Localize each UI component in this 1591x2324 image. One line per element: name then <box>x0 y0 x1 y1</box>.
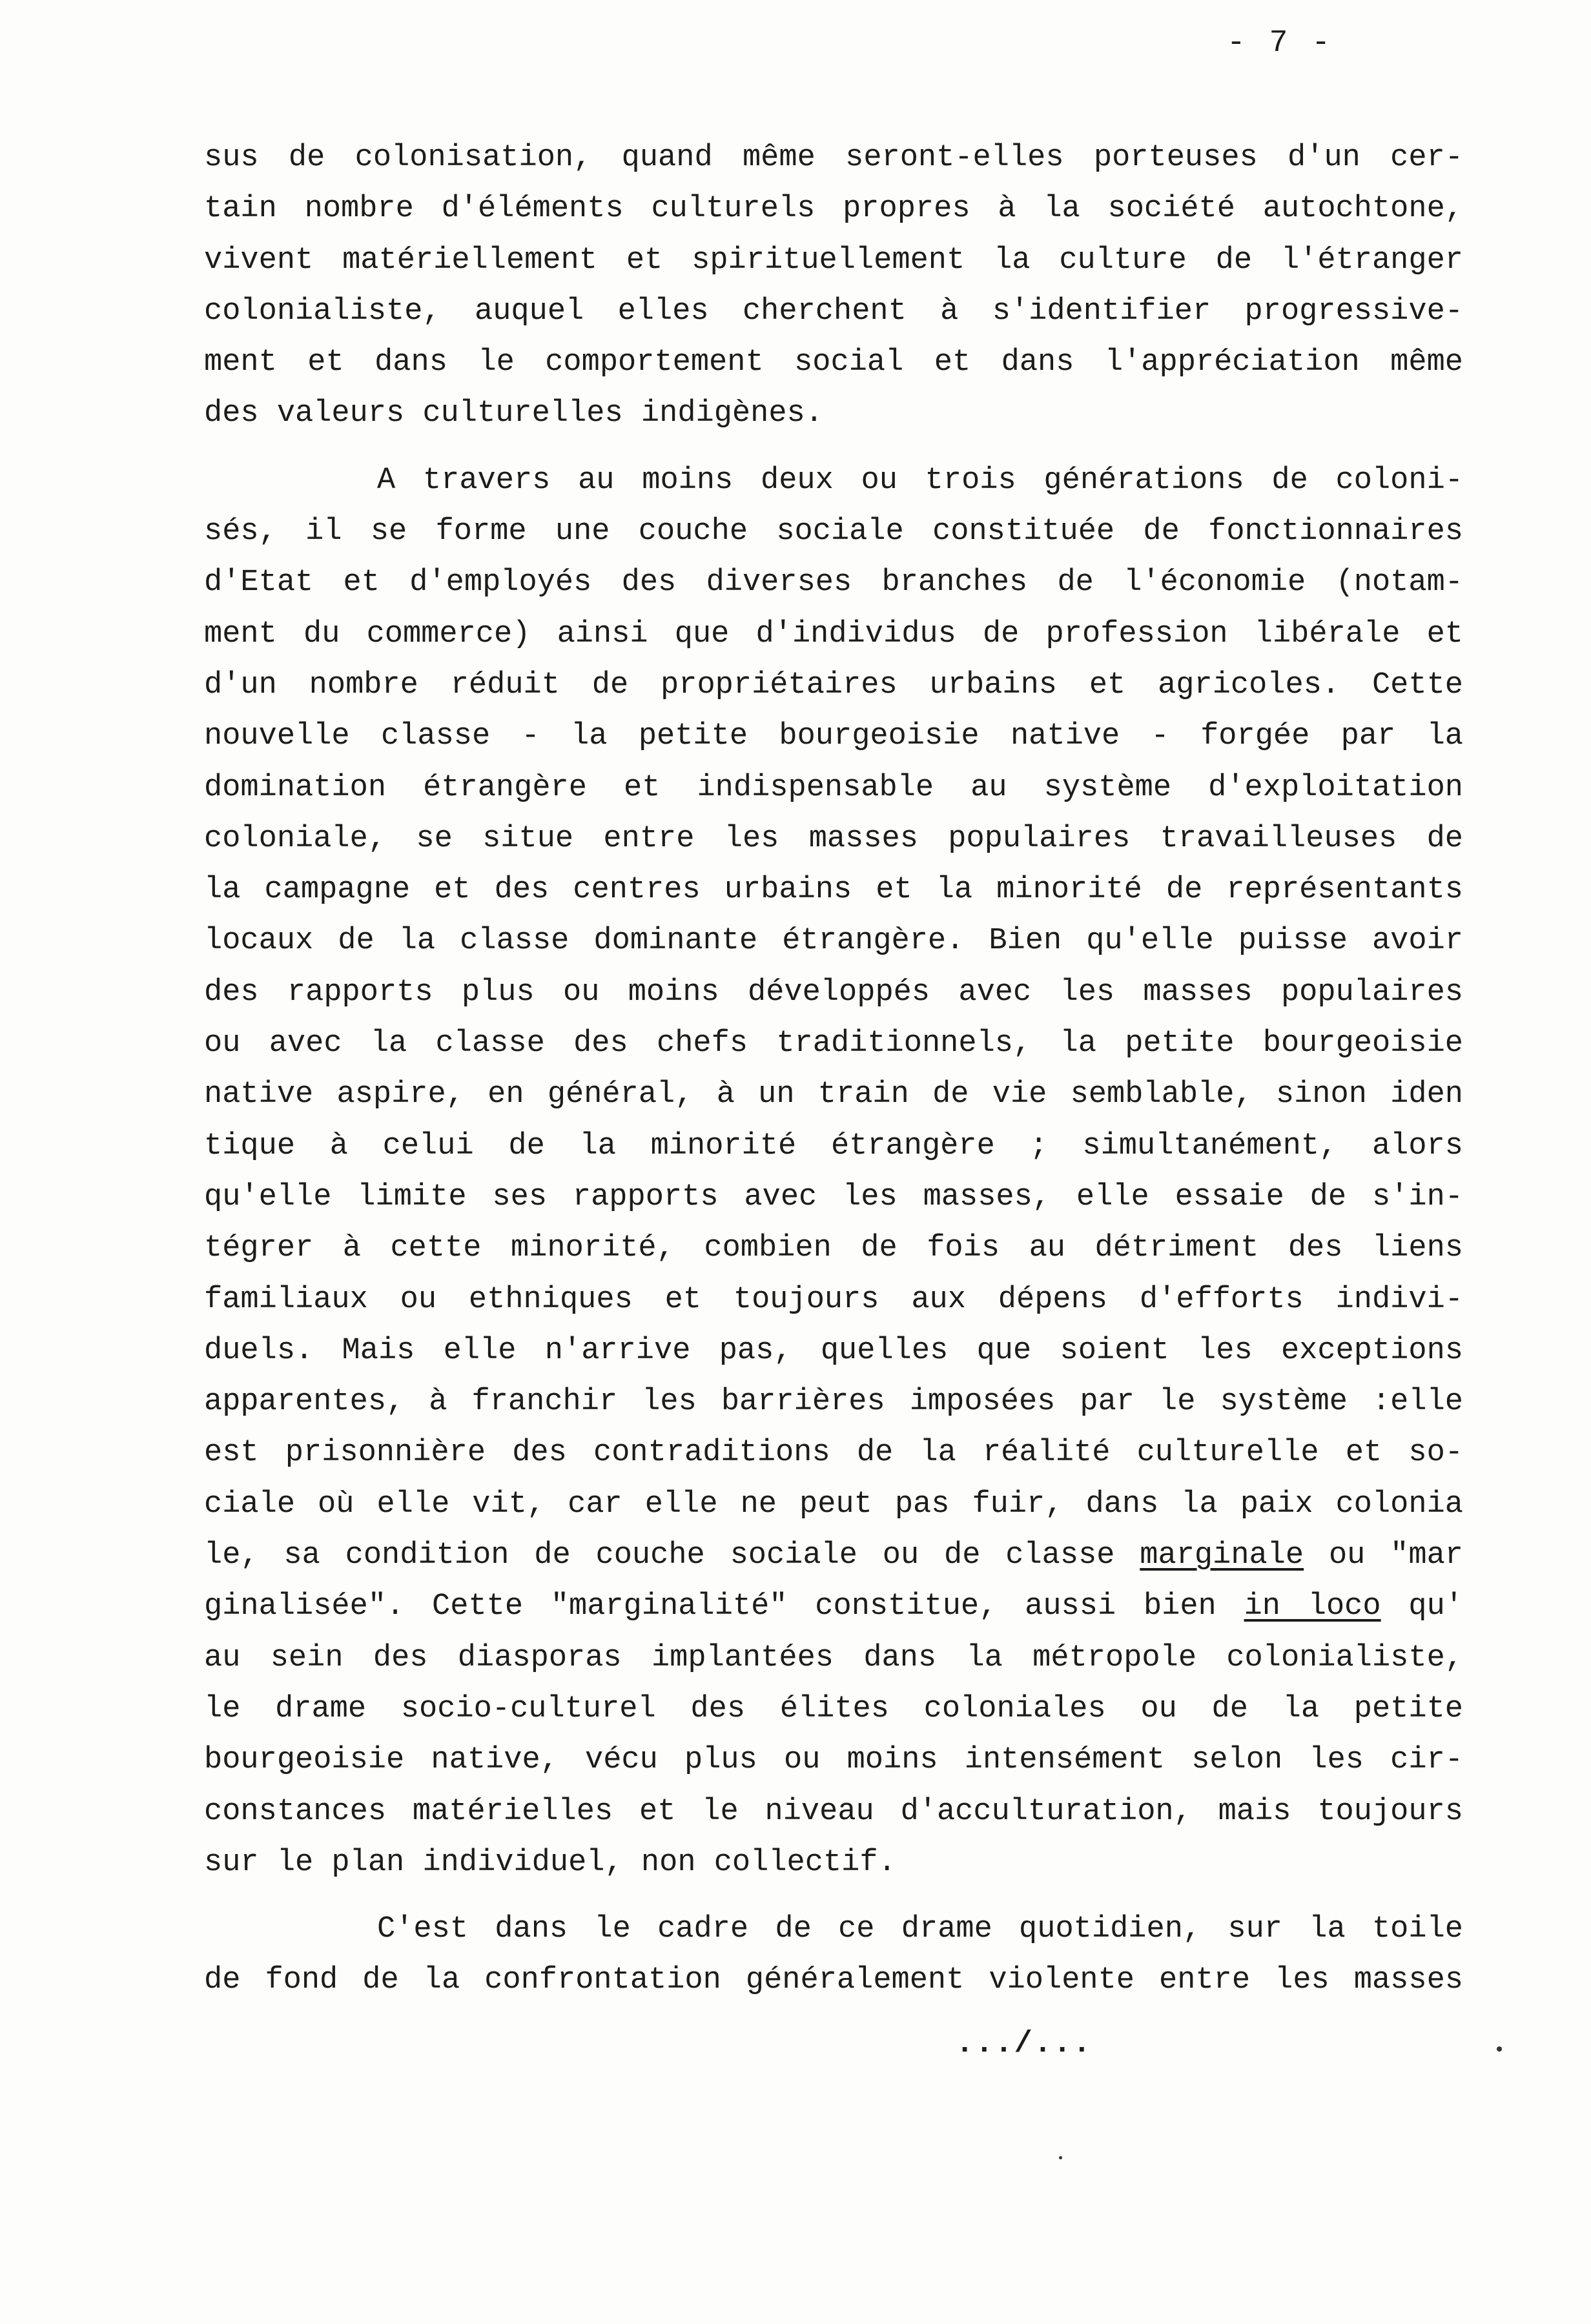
text-line: tégrer à cette minorité, combien de fois au détriment des liens <box>204 1231 1463 1266</box>
paragraph-gap <box>204 440 1463 455</box>
text-line: bourgeoisie native, vécu plus ou moins intensément selon les cir- <box>204 1743 1463 1778</box>
text-line: la campagne et des centres urbains et la minorité de représentants <box>204 873 1463 908</box>
text-segment: qu' <box>1381 1589 1463 1624</box>
paragraph-gap <box>204 1888 1463 1904</box>
text-line: A travers au moins deux ou trois générations de coloni- <box>377 463 1463 498</box>
text-line: tique à celui de la minorité étrangère ; simultanément, alors <box>204 1128 1463 1163</box>
text-line: le drame socio-culturel des élites coloniales ou de la petite <box>204 1691 1463 1726</box>
text-line: tain nombre d'éléments culturels propres à la société autochtone, <box>204 192 1463 227</box>
text-line: colonialiste, auquel elles cherchent à s'identifier progressive- <box>204 294 1463 329</box>
text-line: ou avec la classe des chefs traditionnels, la petite bourgeoisie <box>204 1026 1463 1061</box>
text-line: domination étrangère et indispensable au système d'exploitation <box>204 770 1463 805</box>
underlined-term: in loco <box>1244 1589 1381 1624</box>
text-line: est prisonnière des contraditions de la réalité culturelle et so- <box>204 1436 1463 1471</box>
text-segment: ginalisée". Cette "marginalité" constitue, aussi bien <box>204 1589 1244 1624</box>
text-line: des valeurs culturelles indigènes. <box>204 396 823 431</box>
text-line: d'Etat et d'employés des diverses branches de l'économie (notam- <box>204 566 1463 600</box>
text-line: qu'elle limite ses rapports avec les masses, elle essaie de s'in- <box>204 1179 1463 1214</box>
text-line: sés, il se forme une couche sociale constituée de fonctionnaires <box>204 515 1463 549</box>
text-line: sus de colonisation, quand même seront-elles porteuses d'un cer- <box>204 141 1463 175</box>
text-line: C'est dans le cadre de ce drame quotidien, sur la toile <box>377 1912 1463 1947</box>
underlined-term: marginale <box>1140 1538 1304 1573</box>
text-line <box>204 1581 1463 1632</box>
body-text <box>204 132 1463 2006</box>
text-line: des rapports plus ou moins développés avec les masses populaires <box>204 975 1463 1010</box>
text-line: familiaux ou ethniques et toujours aux dépens d'efforts indivi- <box>204 1282 1463 1317</box>
text-segment: ou "mar <box>1304 1538 1463 1573</box>
text-line: native aspire, en général, à un train de vie semblable, sinon iden <box>204 1077 1463 1112</box>
text-line: sur le plan individuel, non collectif. <box>204 1845 896 1880</box>
text-line: d'un nombre réduit de propriétaires urbains et agricoles. Cette <box>204 668 1463 702</box>
text-line: constances matérielles et le niveau d'acculturation, mais toujours <box>204 1794 1463 1829</box>
text-line: duels. Mais elle n'arrive pas, quelles que soient les exceptions <box>204 1333 1463 1368</box>
text-line: locaux de la classe dominante étrangère. Bien qu'elle puisse avoir <box>204 924 1463 959</box>
text-line <box>204 1530 1463 1581</box>
page-number: - 7 - <box>1227 26 1333 61</box>
text-line: au sein des diasporas implantées dans la métropole colonialiste, <box>204 1640 1463 1675</box>
continuation-mark: .../... <box>956 2027 1093 2061</box>
scan-speck <box>1497 2046 1502 2052</box>
text-line: ciale où elle vit, car elle ne peut pas fuir, dans la paix colonia <box>204 1487 1463 1522</box>
text-line: vivent matériellement et spirituellement la culture de l'étranger <box>204 243 1463 278</box>
text-line: nouvelle classe - la petite bourgeoisie native - forgée par la <box>204 719 1463 754</box>
text-line: ment du commerce) ainsi que d'individus de profession libérale et <box>204 617 1463 651</box>
text-line: ment et dans le comportement social et dans l'appréciation même <box>204 345 1463 380</box>
text-segment: le, sa condition de couche sociale ou de classe <box>204 1538 1140 1573</box>
scan-speck <box>1059 2156 1062 2159</box>
text-line: apparentes, à franchir les barrières imposées par le système :elle <box>204 1385 1463 1420</box>
text-line: de fond de la confrontation généralement violente entre les masses <box>204 1963 1463 1998</box>
text-line: coloniale, se situe entre les masses populaires travailleuses de <box>204 821 1463 856</box>
